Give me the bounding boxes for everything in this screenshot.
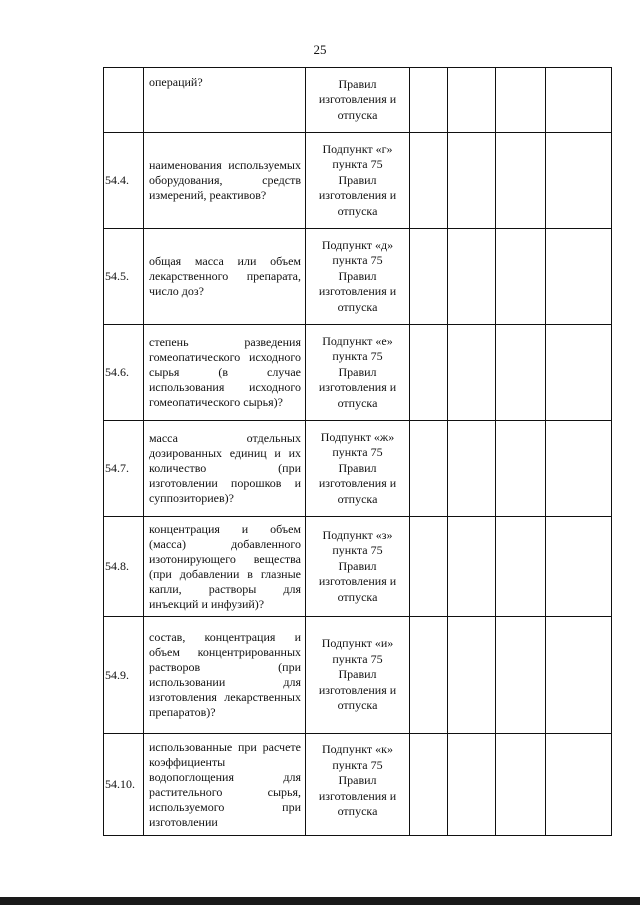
question-text: наименования используемых оборудования, средств измерений, реактивов? <box>144 133 306 229</box>
empty-cell <box>546 133 612 229</box>
reference-line: пункта 75 <box>332 157 383 172</box>
legal-reference <box>306 229 410 325</box>
reference-line: пункта 75 <box>332 445 383 460</box>
empty-cell <box>546 517 612 617</box>
empty-cell <box>496 133 546 229</box>
empty-cell <box>546 421 612 517</box>
empty-cell <box>410 133 448 229</box>
empty-cell <box>410 229 448 325</box>
legal-reference <box>306 421 410 517</box>
reference-line: изготовления и <box>318 188 397 203</box>
row-number: 54.4. <box>104 133 144 229</box>
reference-line: пункта 75 <box>332 253 383 268</box>
reference-line: отпуска <box>337 299 378 314</box>
row-number: 54.9. <box>104 617 144 734</box>
reference-line: Подпункт «з» <box>322 527 393 542</box>
reference-line: Подпункт «г» <box>322 141 393 156</box>
row-number: 54.10. <box>104 734 144 836</box>
table-row <box>104 734 612 836</box>
reference-line: изготовления и <box>318 574 397 589</box>
empty-cell <box>448 133 496 229</box>
reference-line: Правил <box>338 76 377 91</box>
question-text: общая масса или объем лекарственного препарата, число доз? <box>144 229 306 325</box>
empty-cell <box>410 517 448 617</box>
reference-line: изготовления и <box>318 682 397 697</box>
question-text: степень разведения гомеопатического исходного сырья (в случае использования исходного гомеопатического сырья)? <box>144 325 306 421</box>
legal-reference <box>306 325 410 421</box>
empty-cell <box>448 421 496 517</box>
reference-line: отпуска <box>337 589 378 604</box>
question-text: состав, концентрация и объем концентрированных растворов (при использовании для изготовления лекарственных препаратов)? <box>144 617 306 734</box>
row-number <box>104 68 144 133</box>
legal-reference <box>306 68 410 133</box>
reference-line: отпуска <box>337 491 378 506</box>
reference-line: отпуска <box>337 804 378 818</box>
empty-cell <box>496 734 546 836</box>
reference-line: отпуска <box>337 203 378 218</box>
table-row <box>104 421 612 517</box>
reference-line: пункта 75 <box>332 543 383 558</box>
empty-cell <box>448 68 496 133</box>
reference-line: Подпункт «и» <box>321 636 394 651</box>
empty-cell <box>496 617 546 734</box>
reference-line: Подпункт «ж» <box>320 429 395 444</box>
empty-cell <box>546 229 612 325</box>
reference-line: пункта 75 <box>332 757 383 772</box>
reference-line: отпуска <box>337 395 378 410</box>
row-number: 54.6. <box>104 325 144 421</box>
table-row <box>104 133 612 229</box>
legal-reference <box>306 133 410 229</box>
reference-line: отпуска <box>337 107 378 122</box>
empty-cell <box>410 734 448 836</box>
empty-cell <box>448 617 496 734</box>
table-row <box>104 325 612 421</box>
row-number: 54.8. <box>104 517 144 617</box>
legal-reference <box>306 617 410 734</box>
question-text: концентрация и объем (масса) добавленного изотонирующего вещества (при добавлении в глазные капли, растворы для инъекций и инфузий)? <box>144 517 306 617</box>
question-text: масса отдельных дозированных единиц и их количество (при изготовлении порошков и суппозиториев)? <box>144 421 306 517</box>
reference-line: Правил <box>338 773 377 787</box>
table-row <box>104 68 612 133</box>
empty-cell <box>410 68 448 133</box>
empty-cell <box>448 229 496 325</box>
reference-line: Правил <box>338 172 377 187</box>
reference-line: Правил <box>338 364 377 379</box>
row-number: 54.7. <box>104 421 144 517</box>
empty-cell <box>410 325 448 421</box>
reference-line: пункта 75 <box>332 349 383 364</box>
reference-line: изготовления и <box>318 92 397 107</box>
row-number: 54.5. <box>104 229 144 325</box>
table-row <box>104 617 612 734</box>
empty-cell <box>546 325 612 421</box>
empty-cell <box>546 617 612 734</box>
reference-line: изготовления и <box>318 380 397 395</box>
empty-cell <box>448 734 496 836</box>
reference-line: Подпункт «д» <box>321 237 394 252</box>
reference-line: Правил <box>338 667 377 682</box>
legal-reference <box>306 734 410 836</box>
empty-cell <box>546 68 612 133</box>
table-row <box>104 229 612 325</box>
reference-line: отпуска <box>337 698 378 713</box>
empty-cell <box>496 68 546 133</box>
reference-line: изготовления и <box>318 788 397 803</box>
question-text: использованные при расчете коэффициенты водопоглощения для растительного сырья, используемого при изготовлении <box>144 734 306 836</box>
empty-cell <box>410 421 448 517</box>
reference-line: Подпункт «к» <box>321 742 393 756</box>
question-text: операций? <box>144 68 306 133</box>
empty-cell <box>496 325 546 421</box>
legal-reference <box>306 517 410 617</box>
scan-border <box>0 897 640 905</box>
reference-line: изготовления и <box>318 476 397 491</box>
reference-line: изготовления и <box>318 284 397 299</box>
table-row <box>104 517 612 617</box>
reference-line: Подпункт «е» <box>322 333 393 348</box>
reference-line: Правил <box>338 558 377 573</box>
requirements-table <box>103 67 612 836</box>
empty-cell <box>448 517 496 617</box>
empty-cell <box>496 517 546 617</box>
reference-line: пункта 75 <box>332 651 383 666</box>
reference-line: Правил <box>338 268 377 283</box>
empty-cell <box>496 229 546 325</box>
empty-cell <box>410 617 448 734</box>
page-number: 25 <box>313 42 327 57</box>
empty-cell <box>546 734 612 836</box>
reference-line: Правил <box>338 460 377 475</box>
empty-cell <box>448 325 496 421</box>
empty-cell <box>496 421 546 517</box>
